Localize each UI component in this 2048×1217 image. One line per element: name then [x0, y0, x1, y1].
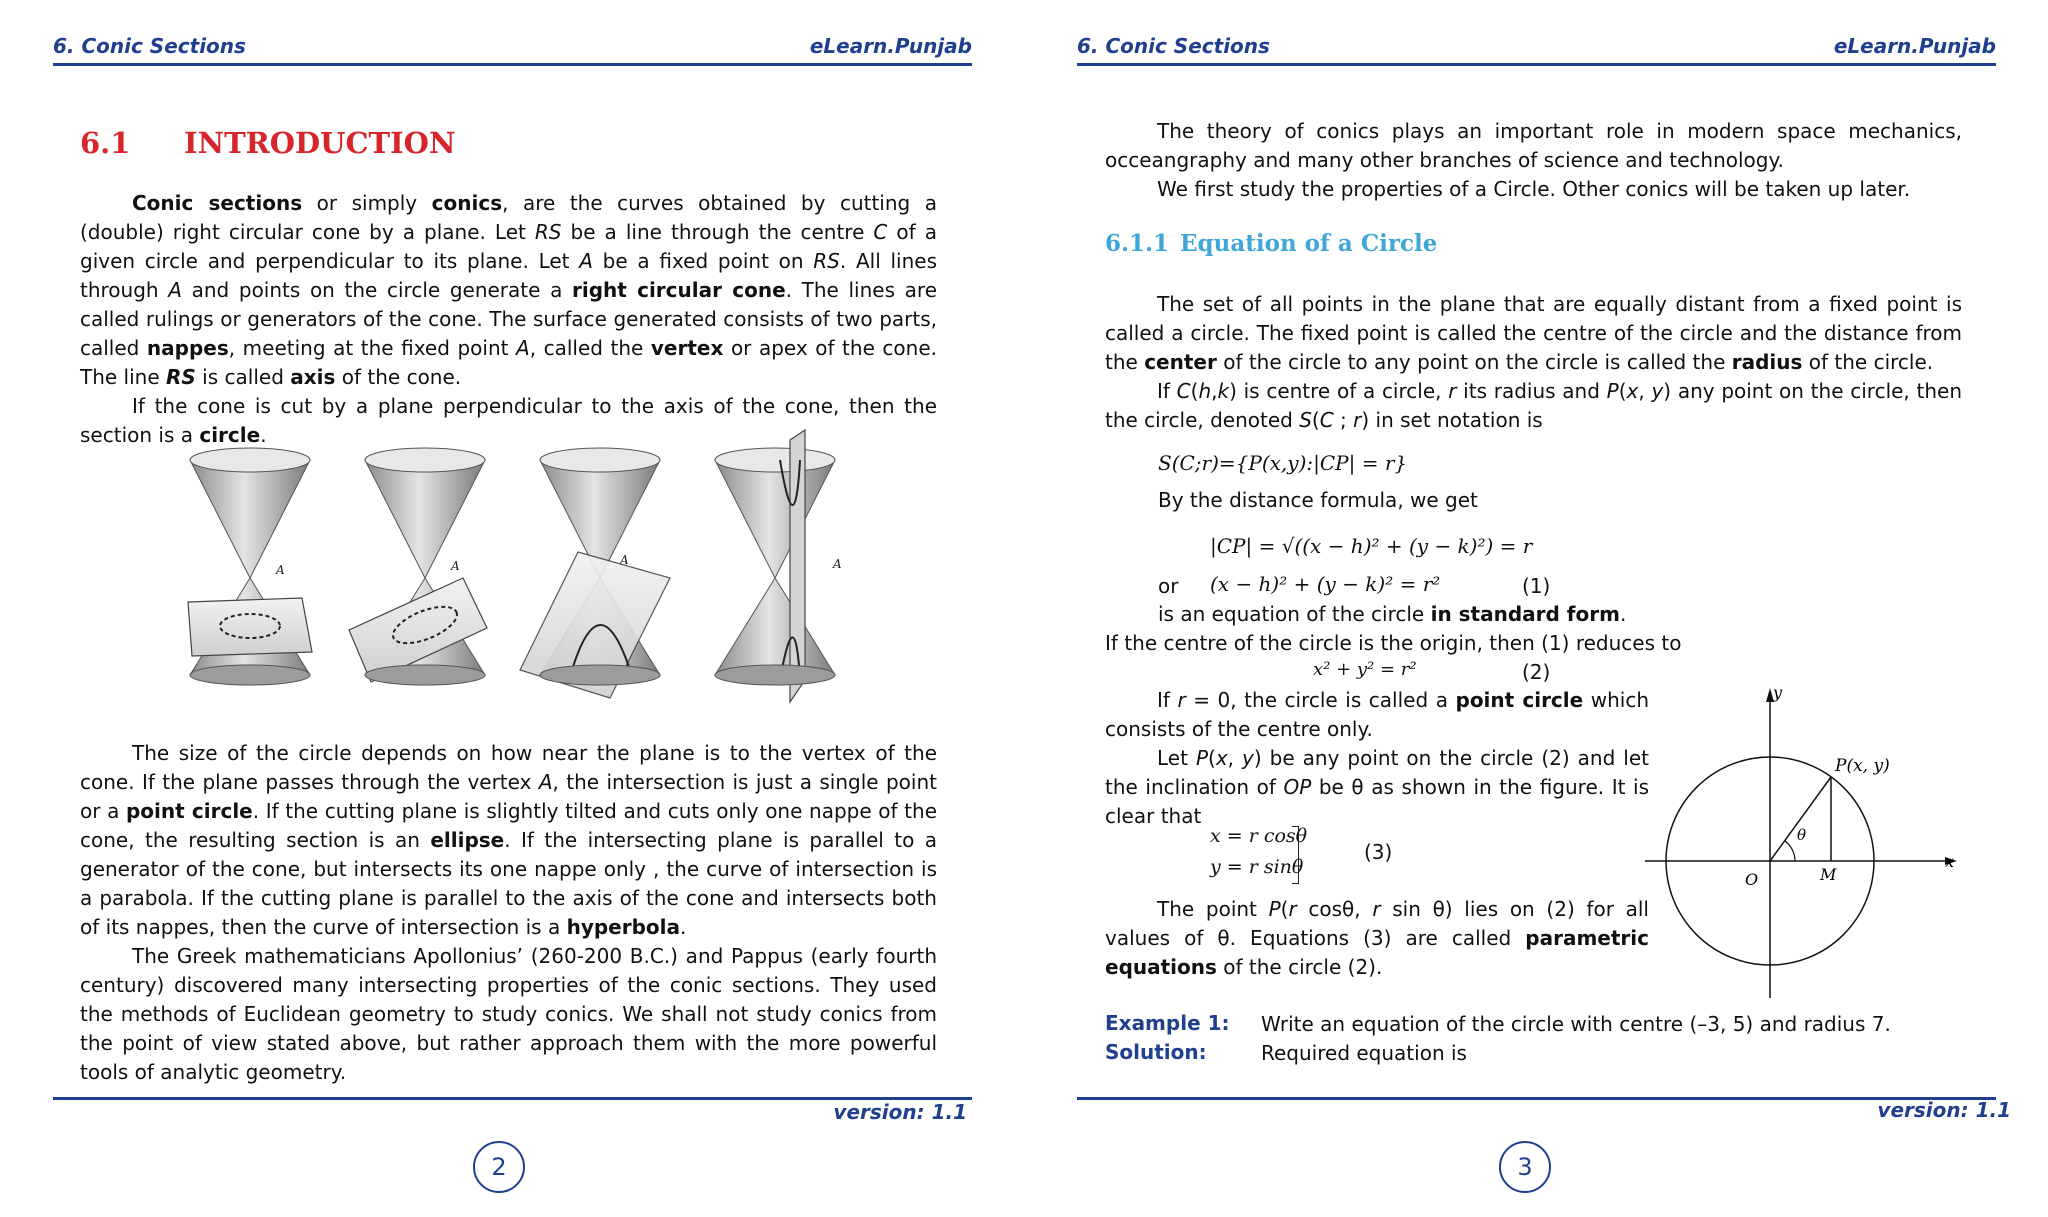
equation-2: x² + y² = r² [1313, 659, 1417, 680]
figure-origin-label: O [1745, 870, 1759, 889]
section-number: 6.1 [80, 126, 131, 160]
paragraph-conic-definition: Conic sections or simply conics, are the curves obtained by cutting a (double) right circular cone by a plane. Let RS be a line through the centre C of a given circle and perpendicular to its plane. Let A be a fixed point on RS. All lines through A and points on the circle generate a right circular cone. The lines are called rulings or generators of the cone. The surface generated consists of two parts, called nappes, meeting at the fixed point A, called the vertex or apex of the cone. The line RS is called axis of the cone. [80, 191, 938, 389]
header-rule [53, 63, 972, 66]
paragraph-conic-types: The size of the circle depends on how near the plane is to the vertex of the cone. If the plane passes through the vertex A, the intersection is just a single point or a point circle. If the cutting plane is slightly tilted and cuts only one nappe of the cone, the resulting section is an ellipse. If the intersecting plane is parallel to a generator of the cone, but intersects its one nappe only , the curve of intersection is a parabola. If the cutting plane is parallel to the axis of the cone and intersects both of its nappes, then the curve of intersection is a hyperbola. [80, 741, 937, 939]
header-site: eLearn.Punjab [1833, 34, 1996, 58]
equation-3-bracket [1292, 826, 1299, 884]
page-number: 2 [473, 1141, 525, 1193]
standard-form-line: is an equation of the circle in standard form. [1158, 602, 1627, 626]
cone-hyperbola-section [715, 430, 842, 702]
figure-y-label: y [1773, 683, 1783, 702]
circle-parametric-figure [1645, 680, 1965, 1000]
parametric-conclusion-text [1105, 895, 1649, 982]
or-label: or [1158, 574, 1179, 598]
example-text: Write an equation of the circle with centre (–3, 5) and radius 7. [1261, 1012, 1891, 1036]
equation-set-notation: S(C;r)={P(x,y):|CP| = r} [1158, 451, 1408, 475]
vertex-label-2: A [451, 559, 460, 573]
vertex-label-3: A [620, 553, 629, 567]
paragraph-importance: The theory of conics plays an important role in modern space mechanics, occeangraphy and many other branches of science and technology. [1105, 119, 1962, 172]
paragraph-history: The Greek mathematicians Apollonius’ (260-200 B.C.) and Pappus (early fourth century) discovered many intersecting properties of the conic sections. They used the methods of Euclidean geometry to study conics. We shall not study conics from the point of view stated above, but rather approach them with the more powerful tools of analytic geometry. [80, 944, 937, 1084]
equation-3a: x = r cosθ [1210, 825, 1308, 847]
figure-x-label: x [1945, 852, 1955, 871]
paragraph-point-circle: If r = 0, the circle is called a point circle which consists of the centre only. [1105, 688, 1650, 741]
header-rule [1077, 63, 1996, 66]
paragraph-circle-definition: The set of all points in the plane that are equally distant from a fixed point is called a circle. The fixed point is called the centre of the circle and the distance from the center of the circle to any point on the circle is called the radius of the circle. [1105, 292, 1962, 374]
conic-sections-figure [180, 430, 840, 710]
paragraph-circle-notation: If C(h,k) is centre of a circle, r its radius and P(x, y) any point on the circle, then the circle, denoted S(C ; r) in set notation is [1105, 379, 1963, 432]
paragraph-study-plan: We first study the properties of a Circle. Other conics will be taken up later. [1157, 177, 1911, 201]
example-label: Example 1: [1105, 1011, 1230, 1035]
equation-1: (x − h)² + (y − k)² = r² [1210, 572, 1441, 596]
conic-types-text [80, 739, 937, 1087]
solution-text: Required equation is [1261, 1041, 1467, 1065]
equation-2-number: (2) [1522, 660, 1551, 684]
footer-rule [1077, 1097, 1996, 1100]
conics-importance-text [1105, 117, 1962, 204]
parametric-text [1105, 686, 1649, 831]
paragraph-circle-section: If the cone is cut by a plane perpendicular to the axis of the cone, then the section is a circle. [80, 394, 937, 447]
cone-circle-section [188, 448, 312, 685]
equation-1-number: (1) [1522, 574, 1551, 598]
subsection-title [1105, 230, 1437, 257]
intro-text [80, 189, 937, 450]
section-heading: INTRODUCTION [184, 126, 456, 160]
section-title [80, 126, 455, 160]
equation-3b: y = r sinθ [1210, 856, 1304, 878]
cone-ellipse-section [349, 448, 487, 685]
page-number: 3 [1499, 1141, 1551, 1193]
paragraph-parametric: The point P(r cosθ, r sin θ) lies on (2) for all values of θ. Equations (3) are called parametric equations of the circle (2). [1105, 897, 1649, 979]
distance-formula-line: By the distance formula, we get [1158, 488, 1478, 512]
version-label: version: 1.1 [833, 1100, 967, 1124]
equation-3-number: (3) [1364, 840, 1393, 864]
header-chapter: 6. Conic Sections [53, 34, 246, 58]
vertex-label-4: A [833, 557, 842, 571]
figure-m-label: M [1820, 865, 1837, 884]
header-chapter: 6. Conic Sections [1077, 34, 1270, 58]
subsection-number: 6.1.1 [1105, 230, 1170, 257]
subsection-heading: Equation of a Circle [1180, 230, 1438, 257]
figure-point-label: P(x, y) [1835, 756, 1890, 776]
paragraph-inclination: Let P(x, y) be any point on the circle (2) and let the inclination of OP be θ as shown in the figure. It is clear that [1105, 746, 1649, 828]
circle-definition-text [1105, 290, 1962, 435]
origin-line: If the centre of the circle is the origin, then (1) reduces to [1105, 631, 1682, 655]
version-label: version: 1.1 [1877, 1098, 2011, 1122]
header-site: eLearn.Punjab [809, 34, 972, 58]
equation-distance: |CP| = √((x − h)² + (y − k)²) = r [1210, 534, 1533, 558]
figure-theta-label: θ [1797, 826, 1807, 844]
vertex-label-1: A [276, 563, 285, 577]
solution-label: Solution: [1105, 1040, 1207, 1064]
cone-parabola-section [520, 448, 670, 698]
